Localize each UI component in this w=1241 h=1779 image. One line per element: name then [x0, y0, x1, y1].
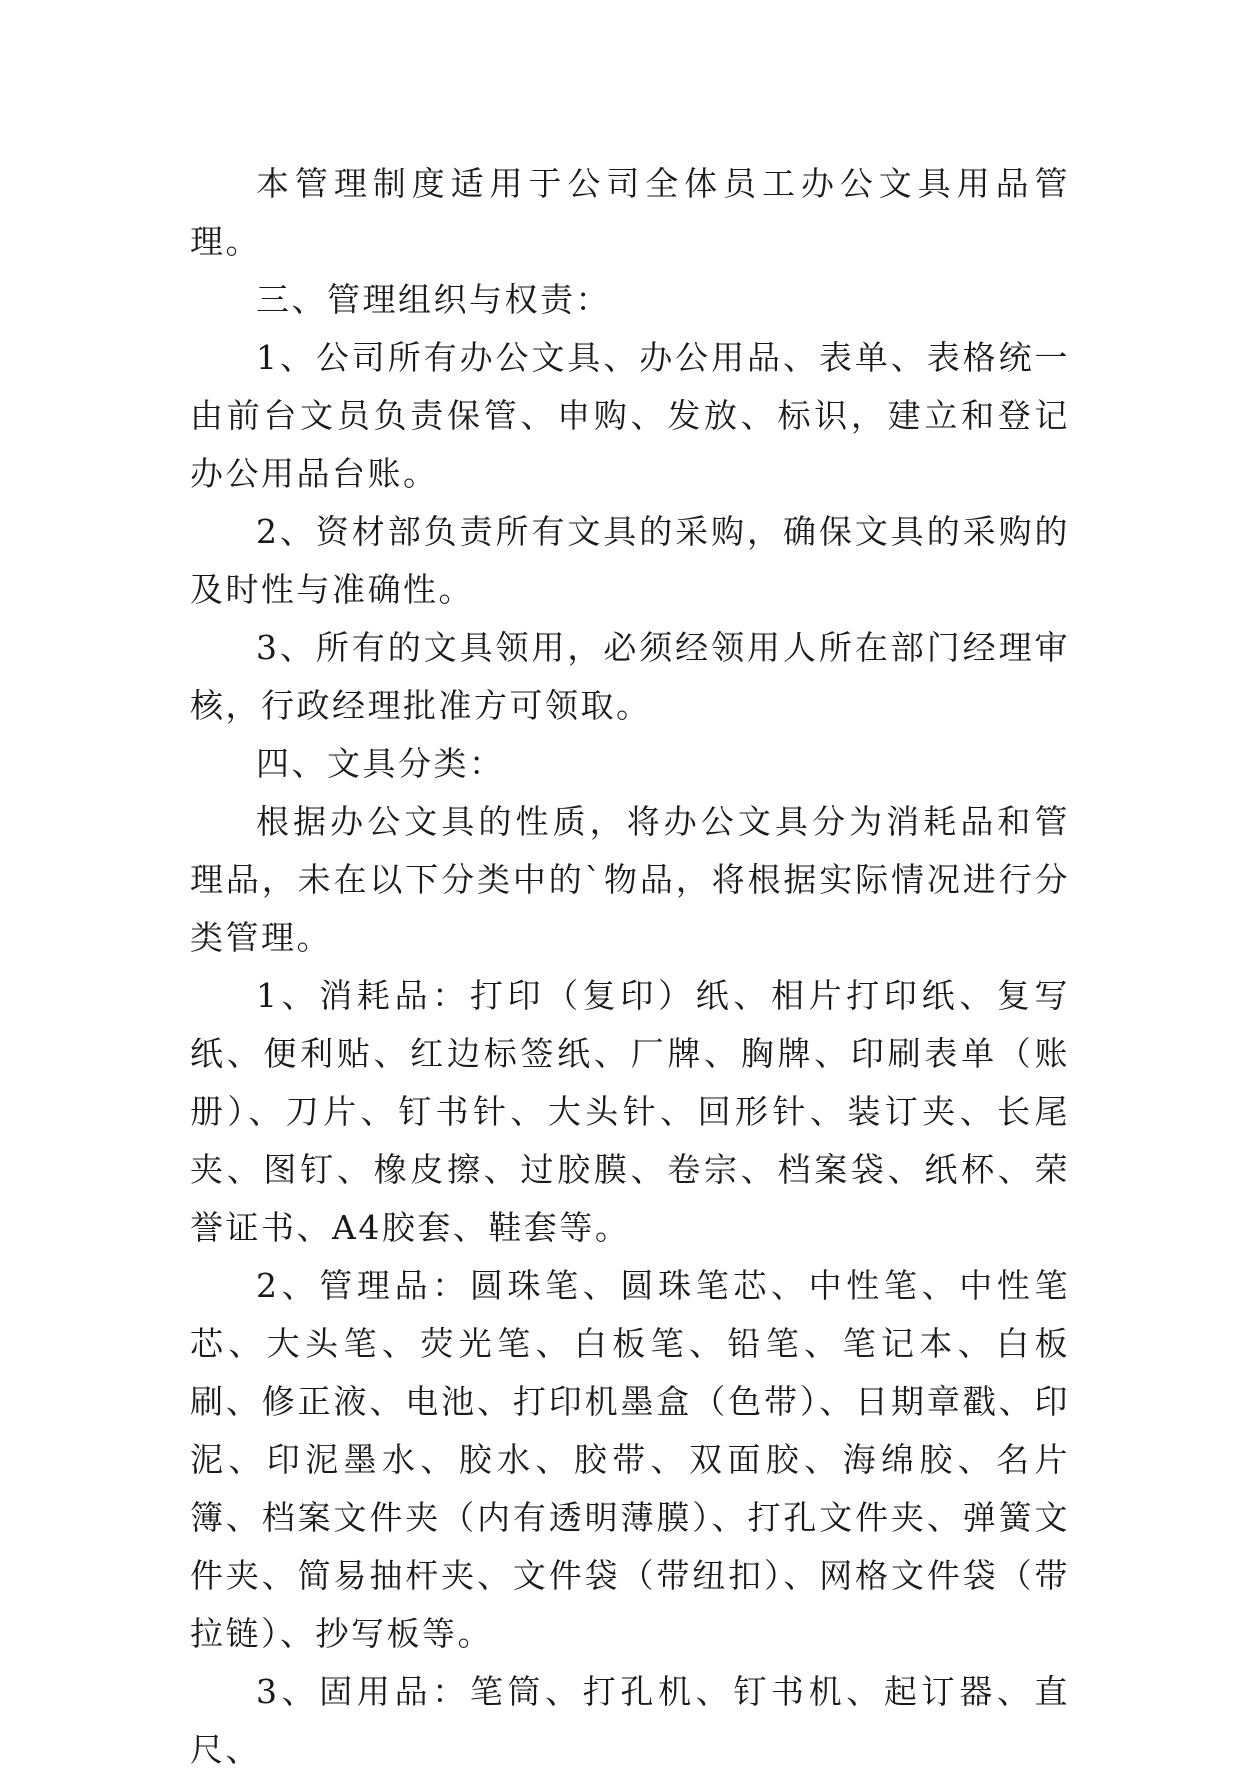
- paragraph-consumables: 1、消耗品：打印（复印）纸、相片打印纸、复写纸、便利贴、红边标签纸、厂牌、胸牌、印刷表单（账册）、刀片、钉书针、大头针、回形针、装订夹、长尾夹、图钉、橡皮擦、过胶膜、卷宗、档案袋、纸杯、荣誉证书、A4胶套、鞋套等。: [190, 976, 1070, 1247]
- paragraph-procurement-duty: 2、资材部负责所有文具的采购，确保文具的采购的及时性与准确性。: [190, 512, 1070, 609]
- paragraph-fixed-items: 3、固用品：笔筒、打孔机、钉书机、起订器、直尺、: [190, 1672, 1070, 1769]
- heading-stationery-classification: 四、文具分类：: [256, 744, 505, 783]
- heading-organization-responsibilities: 三、管理组织与权责：: [256, 280, 611, 319]
- paragraph-front-desk-duty: 1、公司所有办公文具、办公用品、表单、表格统一由前台文员负责保管、申购、发放、标识，建立和登记办公用品台账。: [190, 338, 1070, 493]
- paragraph-managed-items: 2、管理品：圆珠笔、圆珠笔芯、中性笔、中性笔芯、大头笔、荧光笔、白板笔、铅笔、笔记本、白板刷、修正液、电池、打印机墨盒（色带）、日期章戳、印泥、印泥墨水、胶水、胶带、双面胶、海绵胶、名片簿、档案文件夹（内有透明薄膜）、打孔文件夹、弹簧文件夹、简易抽杆夹、文件袋（带纽扣）、网格文件袋（带拉链）、抄写板等。: [190, 1266, 1070, 1653]
- paragraph-approval-rule: 3、所有的文具领用，必须经领用人所在部门经理审核，行政经理批准方可领取。: [190, 628, 1070, 725]
- document-body: [190, 155, 1070, 1779]
- paragraph-scope: 本管理制度适用于公司全体员工办公文具用品管理。: [190, 164, 1070, 261]
- paragraph-classification-intro: 根据办公文具的性质，将办公文具分为消耗品和管理品，未在以下分类中的`物品，将根据实际情况进行分类管理。: [190, 802, 1070, 957]
